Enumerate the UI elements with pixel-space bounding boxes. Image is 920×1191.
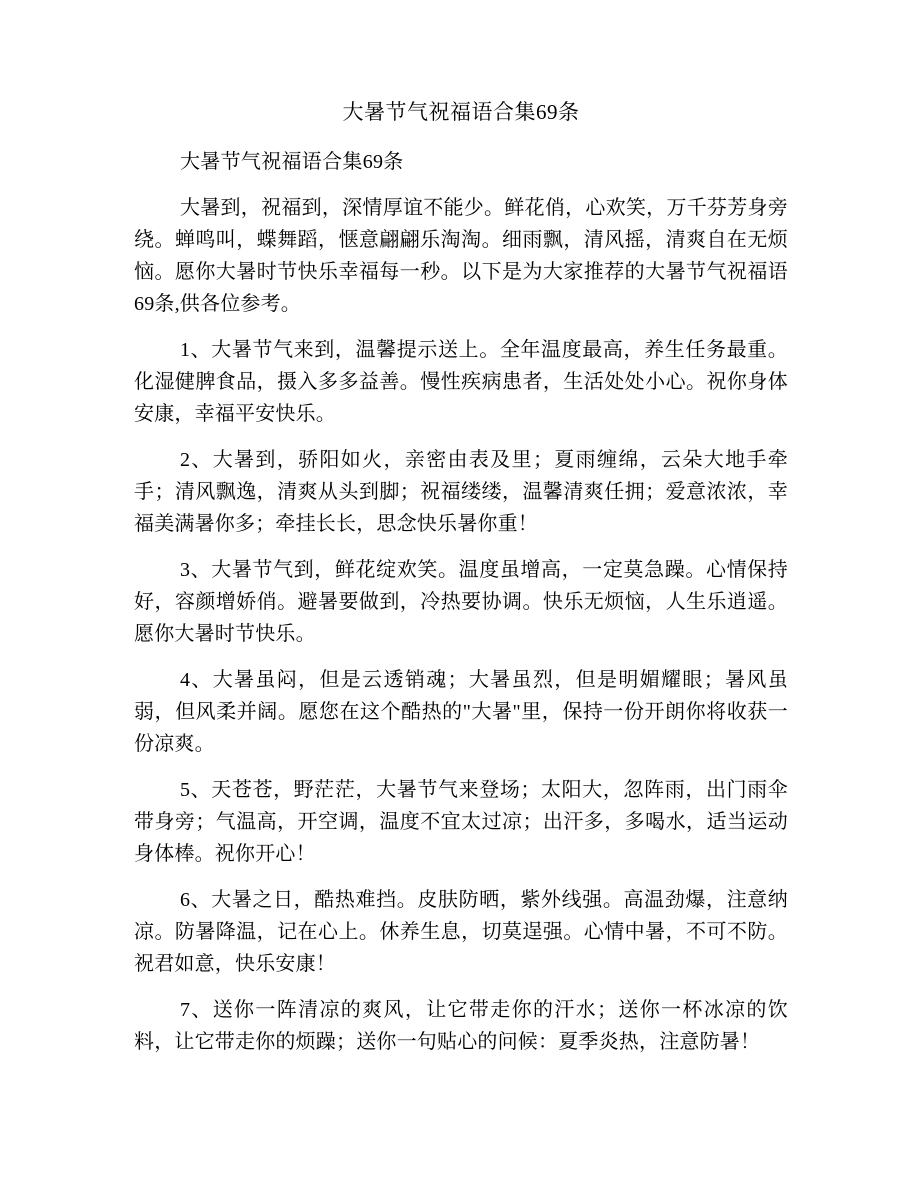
greeting-item-3: 3、大暑节气到，鲜花绽欢笑。温度虽增高，一定莫急躁。心情保持好，容颜增娇俏。避暑要做到，冷热要协调。快乐无烦恼，人生乐逍遥。愿你大暑时节快乐。 (134, 559, 788, 645)
greeting-item-1: 1、大暑节气来到，温馨提示送上。全年温度最高，养生任务最重。化湿健脾食品，摄入多多益善。慢性疾病患者，生活处处小心。祝你身体安康，幸福平安快乐。 (134, 339, 788, 425)
greeting-item-2: 2、大暑到，骄阳如火，亲密由表及里；夏雨缠绵，云朵大地手牵手；清风飘逸，清爽从头到脚；祝福缕缕，温馨清爽任拥；爱意浓浓，幸福美满暑你多；牵挂长长，思念快乐暑你重！ (134, 449, 788, 535)
greeting-item-5: 5、天苍苍，野茫茫，大暑节气来登场；太阳大，忽阵雨，出门雨伞带身旁；气温高，开空调，温度不宜太过凉；出汗多，多喝水，适当运动身体棒。祝你开心！ (134, 779, 788, 865)
intro-paragraph: 大暑到，祝福到，深情厚谊不能少。鲜花俏，心欢笑，万千芬芳身旁绕。蝉鸣叫，蝶舞蹈，惬意翩翩乐淘淘。细雨飘，清风摇，清爽自在无烦恼。愿你大暑时节快乐幸福每一秒。以下是为大家推荐的大暑节气祝福语69条,供各位参考。 (134, 197, 788, 315)
greeting-item-6: 6、大暑之日，酷热难挡。皮肤防晒，紫外线强。高温劲爆，注意纳凉。防暑降温，记在心上。休养生息，切莫逞强。心情中暑，不可不防。祝君如意，快乐安康！ (134, 889, 788, 975)
greeting-item-4: 4、大暑虽闷，但是云透销魂；大暑虽烈，但是明媚耀眼；暑风虽弱，但风柔并阔。愿您在这个酷热的"大暑"里，保持一份开朗你将收获一份凉爽。 (134, 669, 788, 755)
document-subtitle: 大暑节气祝福语合集69条 (180, 151, 404, 173)
document-body (134, 96, 788, 1058)
greeting-item-7: 7、送你一阵清凉的爽风，让它带走你的汗水；送你一杯冰凉的饮料，让它带走你的烦躁；送你一句贴心的问候：夏季炎热，注意防暑！ (134, 999, 788, 1053)
page-title: 大暑节气祝福语合集69条 (342, 100, 580, 124)
